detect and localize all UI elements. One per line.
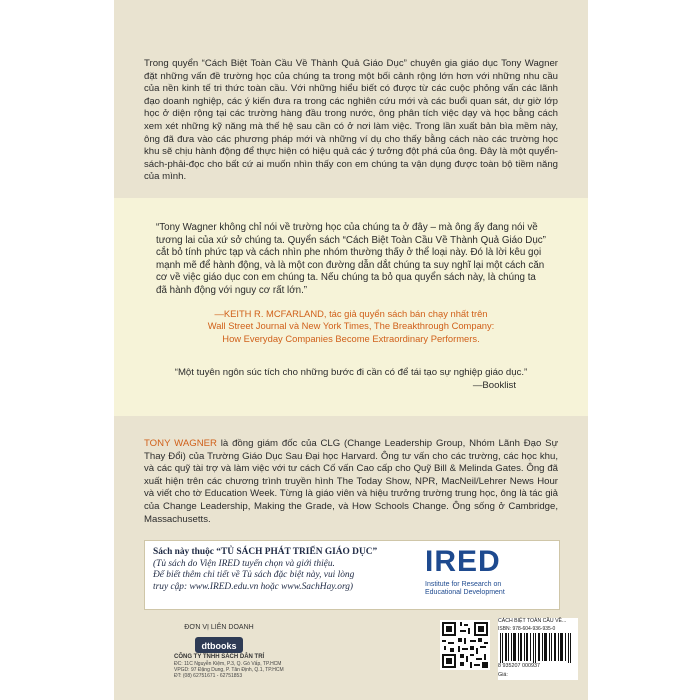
ired-logo — [423, 545, 553, 603]
publisher-address-line: VPGD: 97 Đặng Dung, P. Tân Định, Q.1, TP.HCM — [174, 667, 284, 674]
publisher-address-line: ĐC: 11C Nguyễn Kiệm, P.3, Q. Gò Vấp, TP.HCM — [174, 661, 282, 667]
dtbooks-logo-text: dtbooks — [201, 641, 237, 651]
attribution-line: How Everyday Companies Become Extraordinary Performers. — [222, 332, 480, 344]
barcode-title: CÁCH BIỆT TOÀN CẦU VỀ... — [498, 618, 567, 624]
ired-logo-subtitle — [425, 581, 551, 598]
dtbooks-logo — [194, 634, 244, 656]
series-line: Để biết thêm chi tiết về Tủ sách đặc biệt này, vui lòng — [153, 570, 355, 581]
ired-logo-word: IRED — [425, 545, 501, 578]
series-url-line: truy cập: www.IRED.edu.vn hoặc www.SachHay.org) — [153, 581, 354, 592]
qr-code-icon — [440, 620, 490, 670]
price-label: Giá: — [498, 672, 508, 678]
publisher-name: CÔNG TY TNHH SÁCH DÂN TRÍ — [174, 654, 265, 660]
quote-mcfarland-attribution — [156, 308, 546, 345]
barcode-block — [498, 618, 578, 680]
author-bio — [144, 438, 558, 526]
barcode-number: 8 935207 000937 — [498, 663, 540, 669]
series-title: Sách này thuộc “TỦ SÁCH PHÁT TRIỂN GIÁO DỤC” — [153, 547, 378, 557]
author-name: TONY WAGNER — [144, 438, 217, 449]
publisher-address-line: ĐT: (08) 62751671 - 62751853 — [174, 673, 243, 680]
barcode-icon — [498, 633, 576, 663]
book-back-cover — [114, 0, 588, 700]
attribution-line: —KEITH R. MCFARLAND, tác giả quyển sách bán chạy nhất trên — [214, 308, 488, 319]
ired-subtitle-line: Educational Development — [425, 589, 505, 597]
attribution-line: Wall Street Journal và New York Times, The Breakthrough Company: — [207, 320, 495, 332]
isbn-text: ISBN: 978-604-936-935-0 — [498, 626, 556, 632]
publisher-address — [174, 661, 354, 680]
intro-paragraph: Trong quyển “Cách Biệt Toàn Cầu Về Thành Quả Giáo Dục” chuyên gia giáo dục Tony Wagner đặt những vấn đề trường học của chúng ta trong một bối cảnh rộng lớn hơn với những nhu cầu của nền kinh tế tri thức toàn cầu. Với những hiểu biết có được từ các cuộc phỏng vấn các lãnh đạo doanh nghiệp, các ý kiến đưa ra trong các nghiên cứu mới và các buổi quan sát, dự giờ lớp học ở diện rộng tại các trường hàng đầu trong nước, ông phân tích việc dạy và học bằng cách xem xét những kỹ năng mà thế hệ sau cần có ở nơi làm việc. Trong lần xuất bản bìa mềm này, ông đã đưa vào các phương pháp mới và những ví dụ cho thấy bằng cách nào các trường học khu sẽ chịu hành động để thực hiện có hiệu quả các ý tưởng đột phá của ông. Đây là một quyển-sách-phải-đọc cho bất cứ ai muốn nhìn thấy con em chúng ta vận dụng được toàn bộ tiềm năng của mình. — [144, 58, 558, 183]
quote-booklist: “Một tuyên ngôn súc tích cho những bước đi cần có để tái tạo sự nghiệp giáo dục.” — [174, 367, 528, 378]
series-text — [153, 547, 415, 593]
ired-subtitle-line: Institute for Research on — [425, 581, 502, 588]
quote-booklist-attribution: —Booklist — [472, 380, 516, 391]
publisher-heading: ĐƠN VỊ LIÊN DOANH — [184, 624, 254, 631]
publisher-block — [144, 624, 404, 680]
series-line: (Tủ sách do Viện IRED tuyển chọn và giới thiệu. — [153, 558, 335, 569]
author-bio-text: là đồng giám đốc của CLG (Change Leadership Group, Nhóm Lãnh Đạo Sự Thay Đổi) của Trường Giáo Dục Sau Đại học Harvard. Ông tư vấn cho các trường, các học khu, và các quỹ tài trợ và làm việc với tư cách Cố vấn Cao cấp cho Quỹ Bill & Melinda Gates. Ông đã xuất hiện trên các chương trình truyền hình The Today Show, NPR, MacNeil/Lehrer News Hour và viết cho tờ Education Week. Từng là giáo viên và hiệu trưởng trường trung học, ông là tác giả của Change Leadership, Making the Grade, và How Schools Change. Ông sống ở Cambridge, Massachusetts. — [144, 438, 558, 525]
series-info-box — [144, 540, 560, 610]
quote-mcfarland: “Tony Wagner không chỉ nói về trường học của chúng ta ở đây – mà ông ấy đang nói về tương lai của xứ sở chúng ta. Quyển sách “Cách Biệt Toàn Cầu Về Thành Quả Giáo Dục” cắt bỏ tính phức tạp và cách nhìn phe nhóm thường thấy ở thể loại này. Đó là lời kêu gọi mạnh mẽ để hành động, và là một con đường dẫn dắt chúng ta suy nghĩ lại một cách căn cơ về việc giáo dục con em chúng ta. Nếu chúng ta bỏ qua quyển sách này, là chúng ta đã hành động với nguy cơ rất lớn.” — [156, 222, 546, 296]
